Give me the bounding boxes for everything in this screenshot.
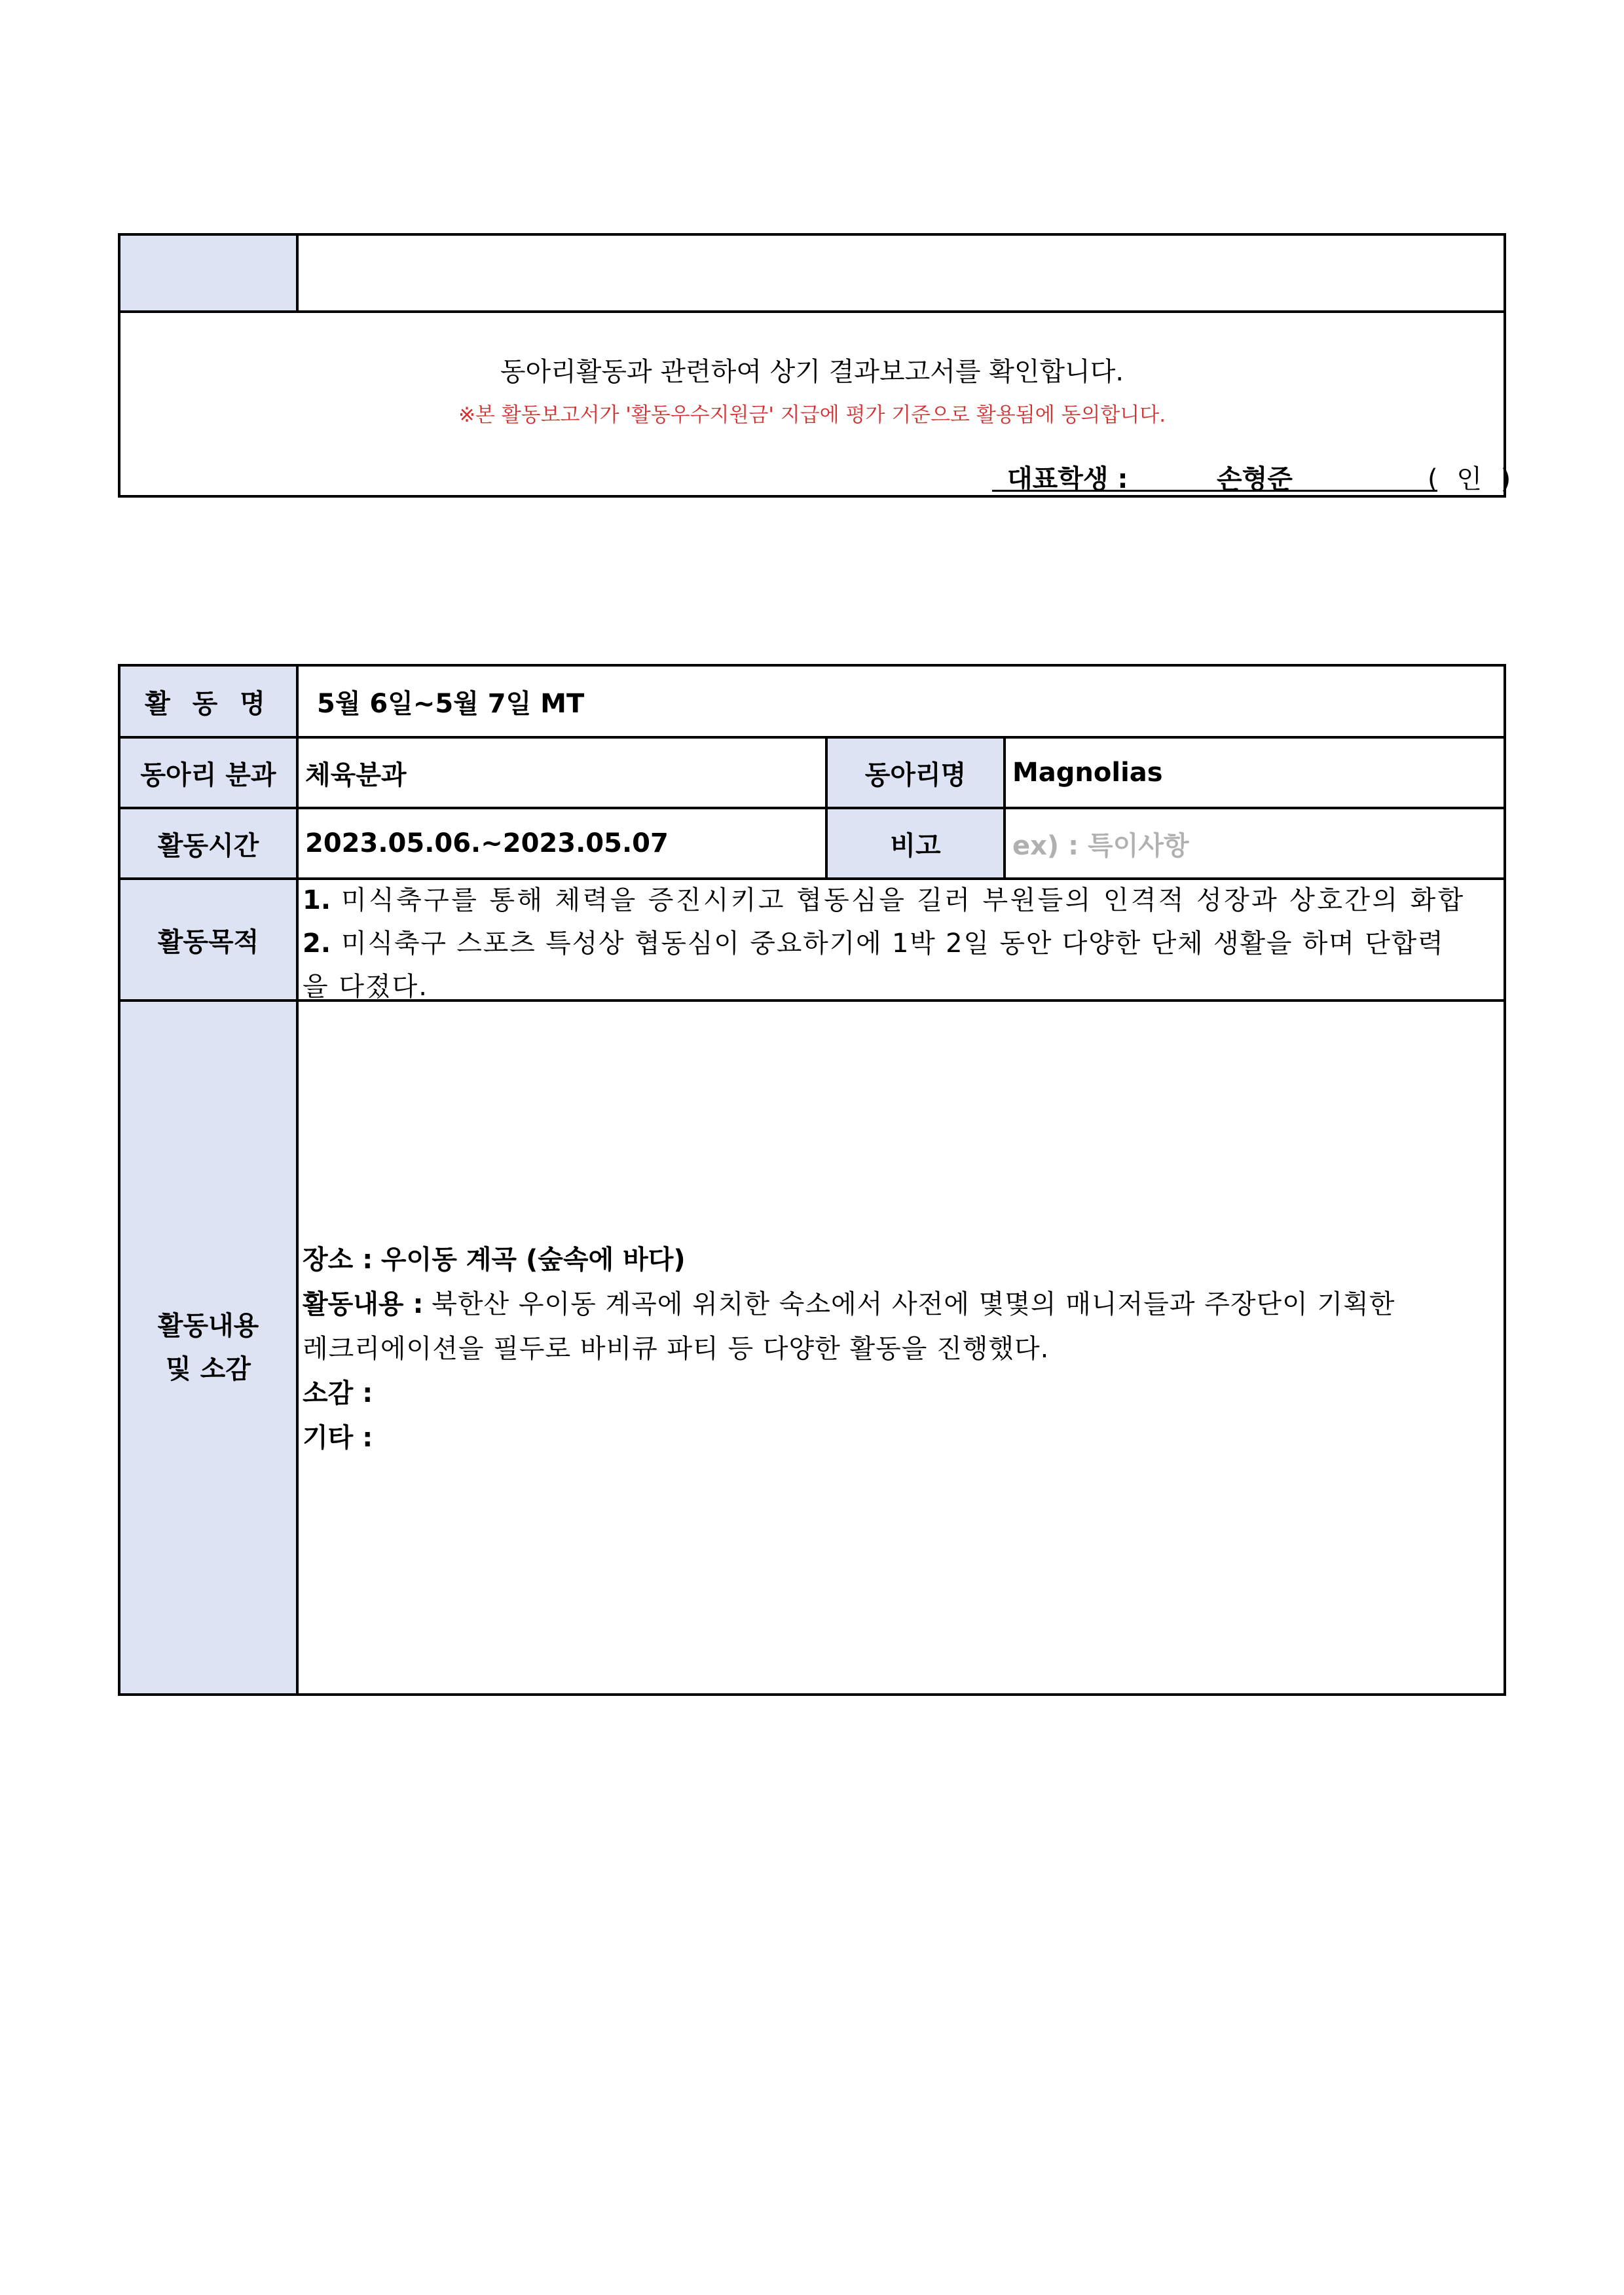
time-value: 2023.05.06.~2023.05.07 <box>305 828 669 858</box>
club-name-header: 동아리명 <box>828 739 1003 807</box>
confirmation-divider-horizontal <box>120 310 1504 313</box>
place-line <box>303 1238 1501 1282</box>
content-header-line1: 활동내용 <box>157 1311 259 1341</box>
activity-name-header: 활 동 명 <box>120 667 296 736</box>
remark-value: ex) : 특이사항 <box>1012 830 1189 861</box>
activity-name-value: 5월 6일~5월 7일 MT <box>317 688 585 719</box>
seal-label: ( 인 ) <box>1428 464 1517 494</box>
division-header: 동아리 분과 <box>120 739 296 807</box>
time-header: 활동시간 <box>120 809 296 877</box>
content-header <box>120 1002 296 1693</box>
confirm-statement: 동아리활동과 관련하여 상기 결과보고서를 확인합니다. <box>500 357 1124 387</box>
purpose-item-1-text: 미식축구를 통해 체력을 증진시키고 협동심을 길러 부원들의 인격적 성장과 상호간의 화합 <box>341 885 1466 915</box>
confirmation-divider-vertical <box>296 236 299 313</box>
activity-line-1 <box>303 1282 1501 1327</box>
representative-name: 손형준 <box>1217 464 1293 494</box>
purpose-text <box>303 879 1501 1008</box>
purpose-item-1 <box>303 879 1501 922</box>
purpose-header: 활동목적 <box>120 880 296 999</box>
purpose-item-2 <box>303 922 1501 965</box>
purpose-item-2-number: 2. <box>303 928 331 959</box>
activity-content-text-1: 북한산 우이동 계곡에 위치한 숙소에서 사전에 몇몇의 매니저들과 주장단이 기획한 <box>432 1289 1395 1319</box>
activity-content-text-2: 레크리에이션을 필두로 바비큐 파티 등 다양한 활동을 진행했다. <box>303 1334 1050 1364</box>
etc-label: 기타 : <box>303 1423 373 1453</box>
purpose-item-2-text: 미식축구 스포츠 특성상 협동심이 중요하기에 1박 2일 동안 다양한 단체 생활을 하며 단합력 <box>341 928 1445 959</box>
place-value: 우이동 계곡 (숲속에 바다) <box>380 1245 686 1275</box>
content-header-line2: 및 소감 <box>166 1354 251 1384</box>
impression-label: 소감 : <box>303 1378 373 1408</box>
representative-label: 대표학생 : <box>1007 464 1128 494</box>
club-name-value: Magnolias <box>1012 758 1163 788</box>
purpose-item-1-number: 1. <box>303 885 331 915</box>
remark-header: 비고 <box>828 809 1003 877</box>
consent-notice: ※본 활동보고서가 '활동우수지원금' 지급에 평가 기준으로 활용됨에 동의합니다. <box>458 403 1166 427</box>
confirmation-header-cell <box>120 236 296 310</box>
division-value: 체육분과 <box>305 760 407 790</box>
activity-content-label: 활동내용 : <box>303 1289 424 1319</box>
content-text <box>303 1238 1501 1460</box>
place-label: 장소 : <box>303 1245 373 1275</box>
purpose-item-2-continued: 을 다졌다. <box>303 972 428 1002</box>
